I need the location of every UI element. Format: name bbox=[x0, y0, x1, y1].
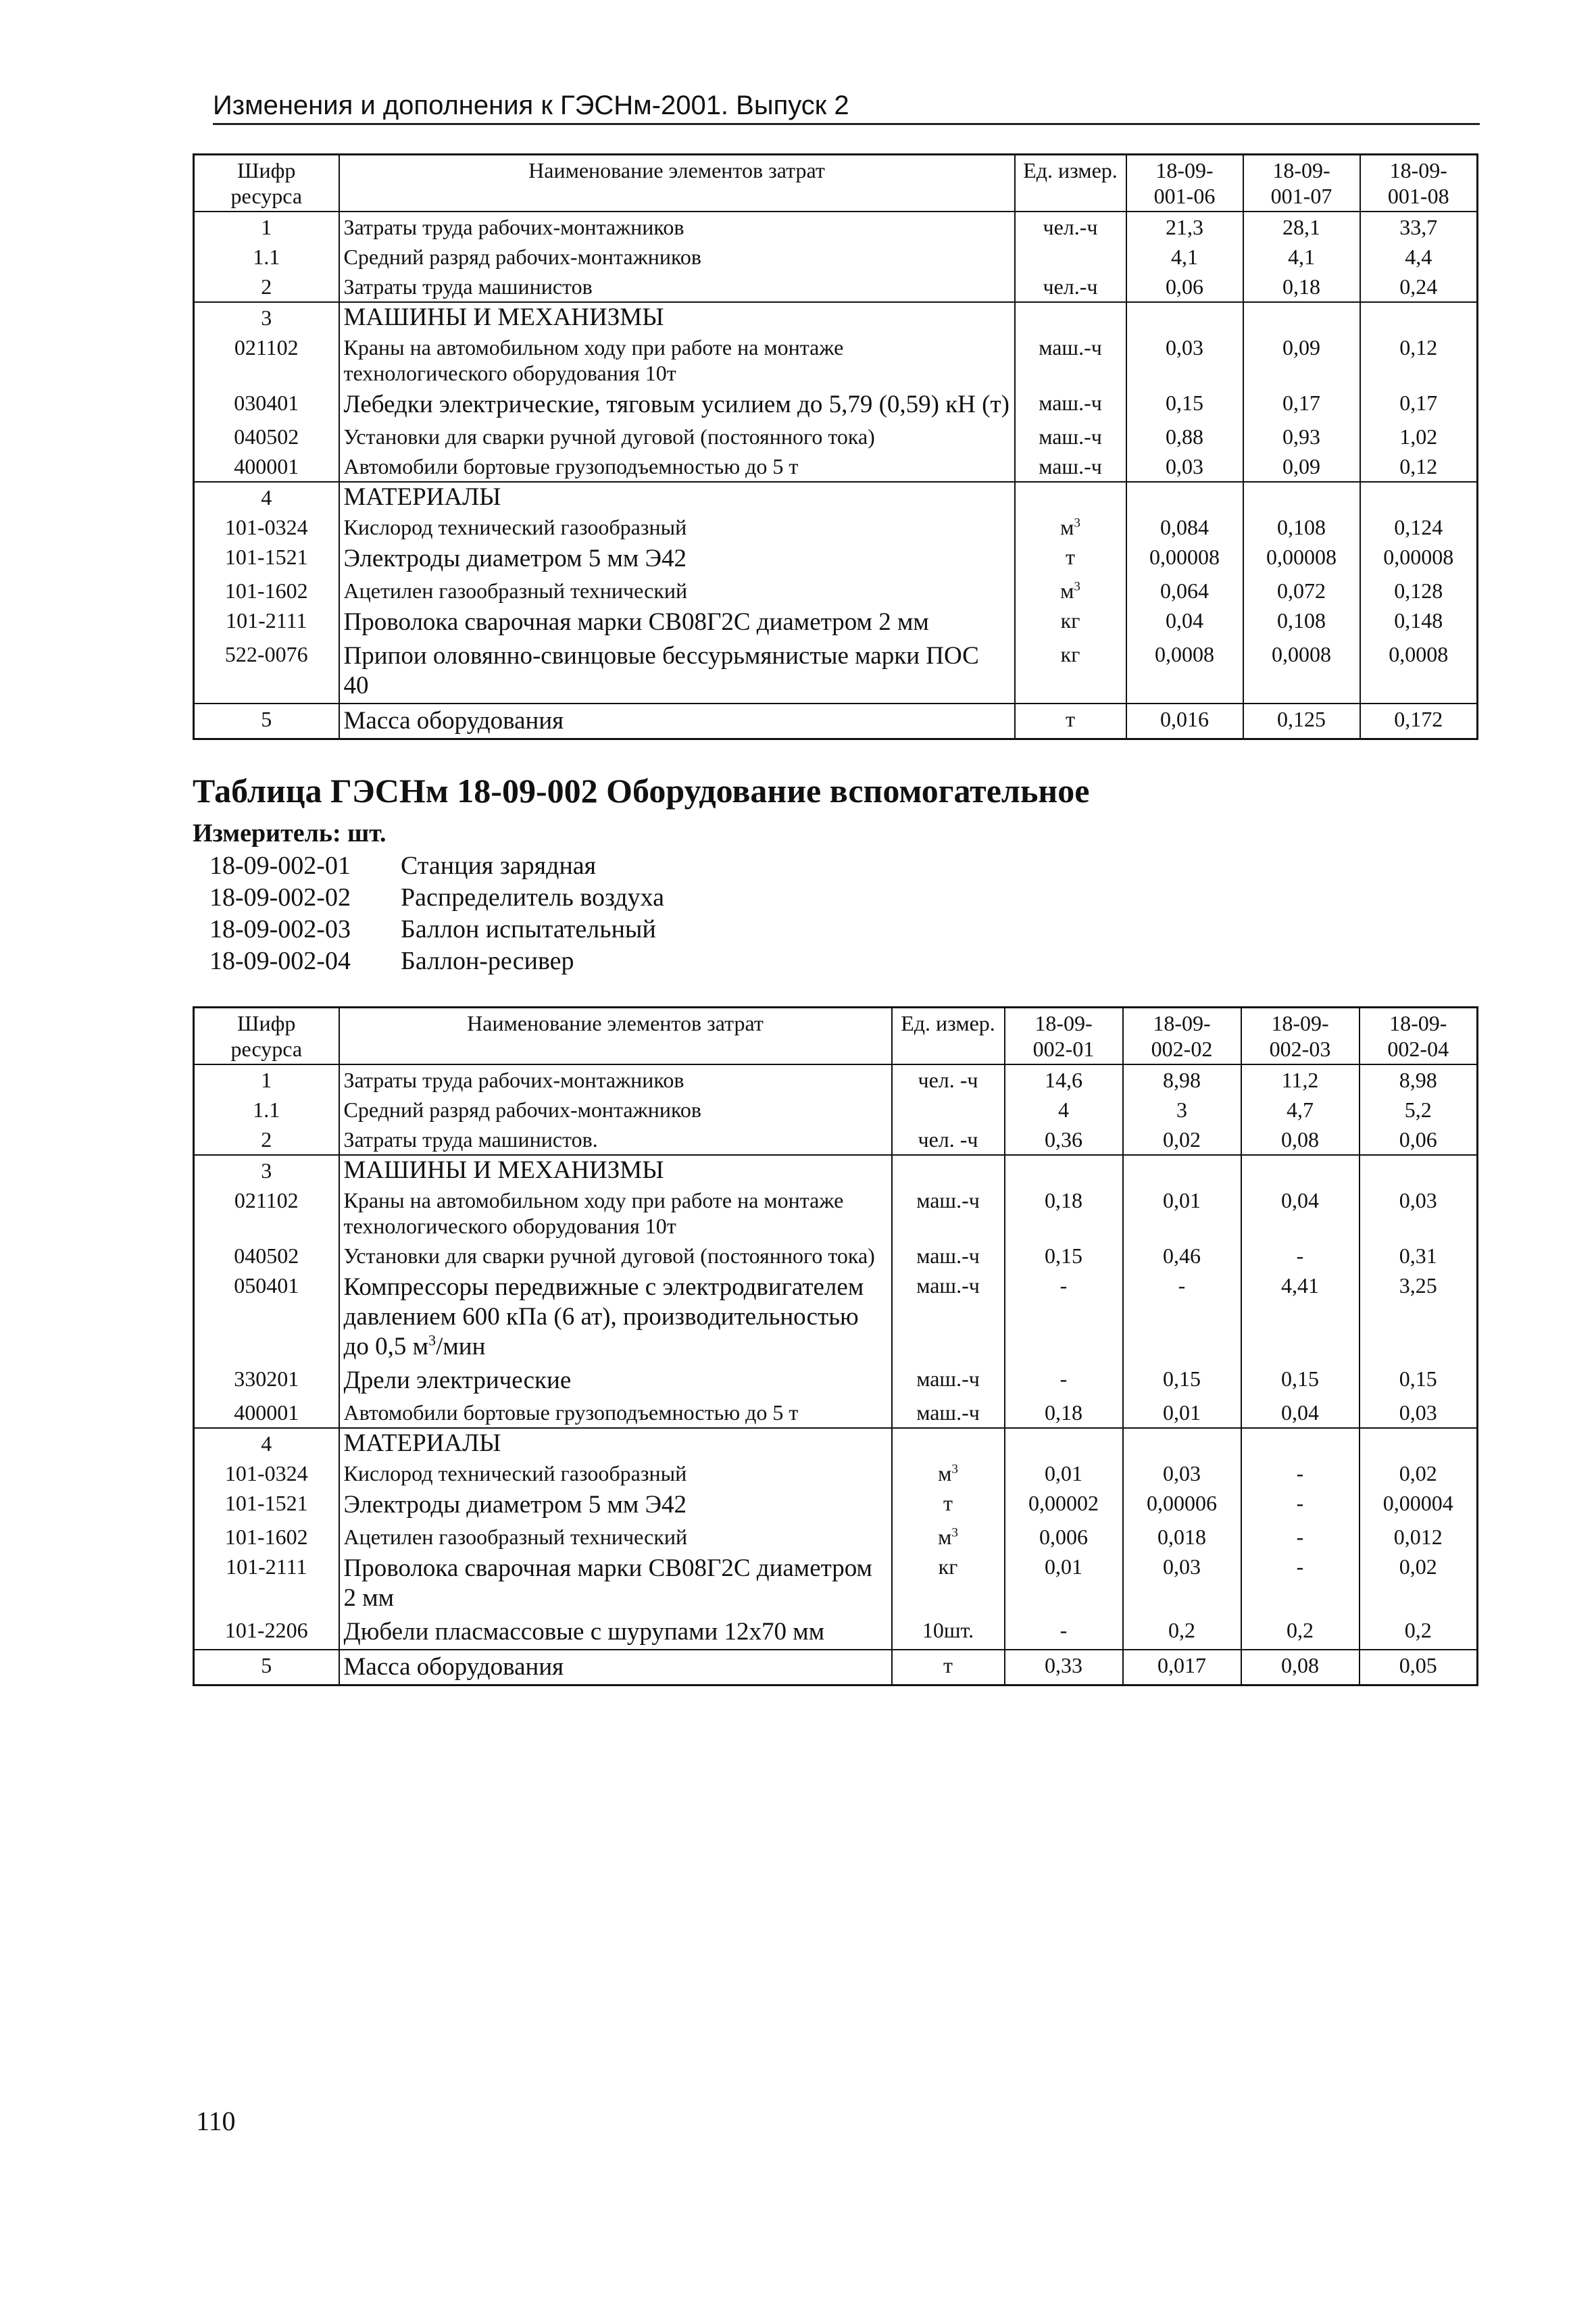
col-header-variant: 18-09- 001-06 bbox=[1126, 155, 1243, 212]
value-cell: 0,0008 bbox=[1243, 639, 1360, 704]
value-cell: 0,15 bbox=[1241, 1364, 1360, 1398]
unit-cell: кг bbox=[1015, 639, 1126, 704]
table-row bbox=[194, 1552, 1478, 1615]
unit-cell: маш.-ч bbox=[1015, 422, 1126, 451]
table-row bbox=[194, 1522, 1478, 1552]
unit-cell: маш.-ч bbox=[1015, 388, 1126, 422]
value-cell: 0,00008 bbox=[1243, 542, 1360, 576]
variant-code: 18-09-002-02 bbox=[209, 883, 351, 912]
resource-code: 1 bbox=[194, 212, 339, 242]
table-row bbox=[194, 1650, 1478, 1685]
value-cell: 0,108 bbox=[1243, 512, 1360, 542]
cost-element-name: Затраты труда машинистов bbox=[339, 272, 1015, 302]
variant-item bbox=[209, 945, 664, 977]
cost-element-name: Электроды диаметром 5 мм Э42 bbox=[339, 542, 1015, 576]
cost-element-name: Компрессоры передвижные с электродвигателем давлением 600 кПа (6 ат), производительностью до 0,5 $м^3$/мин bbox=[339, 1271, 892, 1364]
value-cell: - bbox=[1005, 1615, 1123, 1650]
variants-list bbox=[209, 850, 664, 977]
col-header-variant: 18-09- 002-02 bbox=[1123, 1008, 1241, 1065]
unit-cell bbox=[1015, 242, 1126, 272]
unit-cell: маш.-ч bbox=[892, 1241, 1005, 1271]
value-cell: 11,2 bbox=[1241, 1064, 1360, 1095]
value-cell: 0,017 bbox=[1123, 1650, 1241, 1685]
resource-code: 050401 bbox=[194, 1271, 339, 1364]
col-header-name: Наименование элементов затрат bbox=[339, 1008, 892, 1065]
value-cell: 14,6 bbox=[1005, 1064, 1123, 1095]
value-cell: 0,01 bbox=[1123, 1398, 1241, 1428]
value-cell: 0,01 bbox=[1123, 1185, 1241, 1241]
value-cell: 0,02 bbox=[1360, 1552, 1478, 1615]
cost-element-name: Установки для сварки ручной дуговой (постоянного тока) bbox=[339, 422, 1015, 451]
table-row bbox=[194, 1271, 1478, 1364]
value-cell: 0,18 bbox=[1243, 272, 1360, 302]
resource-code: 1.1 bbox=[194, 1095, 339, 1125]
table-row bbox=[194, 1615, 1478, 1650]
cost-element-name: МАШИНЫ И МЕХАНИЗМЫ bbox=[339, 302, 1015, 333]
table-row bbox=[194, 1125, 1478, 1155]
value-cell: 0,00002 bbox=[1005, 1488, 1123, 1522]
value-cell: 0,00006 bbox=[1123, 1488, 1241, 1522]
value-cell: 0,04 bbox=[1126, 606, 1243, 639]
cost-element-name: Дюбели пласмассовые с шурупами 12х70 мм bbox=[339, 1615, 892, 1650]
value-cell: 0,148 bbox=[1360, 606, 1478, 639]
page-number: 110 bbox=[196, 2106, 236, 2136]
unit-cell: $м^3$ bbox=[1015, 512, 1126, 542]
table-row bbox=[194, 1064, 1478, 1095]
resource-code: 021102 bbox=[194, 1185, 339, 1241]
value-cell bbox=[1126, 302, 1243, 333]
resource-table-18-09-001 bbox=[193, 153, 1478, 740]
table-row bbox=[194, 333, 1478, 388]
value-cell: 0,018 bbox=[1123, 1522, 1241, 1552]
unit-cell bbox=[1015, 302, 1126, 333]
value-cell: 1,02 bbox=[1360, 422, 1478, 451]
cost-element-name: Средний разряд рабочих-монтажников bbox=[339, 242, 1015, 272]
unit-cell: $м^3$ bbox=[892, 1522, 1005, 1552]
value-cell: - bbox=[1241, 1458, 1360, 1488]
resource-code: 5 bbox=[194, 704, 339, 739]
resource-code: 101-2206 bbox=[194, 1615, 339, 1650]
value-cell: 0,2 bbox=[1123, 1615, 1241, 1650]
value-cell bbox=[1243, 302, 1360, 333]
value-cell bbox=[1360, 1155, 1478, 1185]
cost-element-name: Дрели электрические bbox=[339, 1364, 892, 1398]
value-cell bbox=[1005, 1155, 1123, 1185]
unit-cell: $м^3$ bbox=[892, 1458, 1005, 1488]
unit-cell: маш.-ч bbox=[1015, 451, 1126, 482]
value-cell: 4,1 bbox=[1126, 242, 1243, 272]
running-header: Изменения и дополнения к ГЭСНм-2001. Выпуск 2 bbox=[213, 89, 1480, 125]
resource-code: 021102 bbox=[194, 333, 339, 388]
meter-label: Измеритель: bbox=[193, 819, 341, 847]
value-cell: 0,17 bbox=[1243, 388, 1360, 422]
value-cell bbox=[1126, 482, 1243, 512]
table-row bbox=[194, 639, 1478, 704]
resource-code: 3 bbox=[194, 1155, 339, 1185]
value-cell: 0,15 bbox=[1126, 388, 1243, 422]
col-header-code: Шифр ресурса bbox=[194, 1008, 339, 1065]
variant-name: Баллон испытательный bbox=[401, 915, 656, 943]
resource-code: 522-0076 bbox=[194, 639, 339, 704]
value-cell: - bbox=[1005, 1271, 1123, 1364]
value-cell: 0,09 bbox=[1243, 333, 1360, 388]
value-cell: 0,03 bbox=[1123, 1458, 1241, 1488]
unit-cell: $м^3$ bbox=[1015, 576, 1126, 606]
value-cell: 0,04 bbox=[1241, 1185, 1360, 1241]
value-cell: 0,08 bbox=[1241, 1650, 1360, 1685]
resource-table-18-09-002 bbox=[193, 1006, 1478, 1686]
cost-element-name: Затраты труда рабочих-монтажников bbox=[339, 1064, 892, 1095]
value-cell: 0,05 bbox=[1360, 1650, 1478, 1685]
value-cell: 0,172 bbox=[1360, 704, 1478, 739]
value-cell: - bbox=[1241, 1522, 1360, 1552]
unit-cell: маш.-ч bbox=[892, 1271, 1005, 1364]
table-row bbox=[194, 422, 1478, 451]
resource-code: 101-1521 bbox=[194, 1488, 339, 1522]
cost-element-name: МАТЕРИАЛЫ bbox=[339, 482, 1015, 512]
cost-element-name: Кислород технический газообразный bbox=[339, 512, 1015, 542]
value-cell: 0,15 bbox=[1360, 1364, 1478, 1398]
section-title: Таблица ГЭСНм 18-09-002 Оборудование вспомогательное bbox=[193, 772, 1090, 810]
table-row bbox=[194, 1185, 1478, 1241]
value-cell: 0,084 bbox=[1126, 512, 1243, 542]
value-cell: 0,04 bbox=[1241, 1398, 1360, 1428]
resource-code: 330201 bbox=[194, 1364, 339, 1398]
value-cell: 0,02 bbox=[1360, 1458, 1478, 1488]
value-cell: 0,03 bbox=[1123, 1552, 1241, 1615]
table-row bbox=[194, 1428, 1478, 1458]
resource-code: 040502 bbox=[194, 1241, 339, 1271]
variant-code: 18-09-002-03 bbox=[209, 915, 351, 943]
col-header-variant: 18-09- 002-04 bbox=[1360, 1008, 1478, 1065]
value-cell: 4,41 bbox=[1241, 1271, 1360, 1364]
resource-code: 400001 bbox=[194, 451, 339, 482]
value-cell: 0,15 bbox=[1005, 1241, 1123, 1271]
col-header-code: Шифр ресурса bbox=[194, 155, 339, 212]
table-row bbox=[194, 542, 1478, 576]
value-cell: 4,1 bbox=[1243, 242, 1360, 272]
table-row bbox=[194, 302, 1478, 333]
unit-cell: чел.-ч bbox=[1015, 212, 1126, 242]
value-cell: - bbox=[1241, 1488, 1360, 1522]
col-header-name: Наименование элементов затрат bbox=[339, 155, 1015, 212]
resource-code: 4 bbox=[194, 1428, 339, 1458]
table-row bbox=[194, 451, 1478, 482]
cost-element-name: Затраты труда рабочих-монтажников bbox=[339, 212, 1015, 242]
resource-code: 2 bbox=[194, 1125, 339, 1155]
unit-cell: чел. -ч bbox=[892, 1064, 1005, 1095]
resource-code: 1.1 bbox=[194, 242, 339, 272]
unit-cell: т bbox=[892, 1488, 1005, 1522]
value-cell bbox=[1241, 1428, 1360, 1458]
cost-element-name: Лебедки электрические, тяговым усилием до 5,79 (0,59) кН (т) bbox=[339, 388, 1015, 422]
resource-code: 101-1602 bbox=[194, 1522, 339, 1552]
table-row bbox=[194, 272, 1478, 302]
value-cell: 0,012 bbox=[1360, 1522, 1478, 1552]
resource-code: 101-2111 bbox=[194, 1552, 339, 1615]
resource-code: 2 bbox=[194, 272, 339, 302]
table-row bbox=[194, 606, 1478, 639]
unit-cell bbox=[1015, 482, 1126, 512]
value-cell: 0,00004 bbox=[1360, 1488, 1478, 1522]
value-cell: 4,7 bbox=[1241, 1095, 1360, 1125]
unit-cell bbox=[892, 1155, 1005, 1185]
resource-code: 101-0324 bbox=[194, 512, 339, 542]
unit-cell: т bbox=[1015, 704, 1126, 739]
value-cell bbox=[1241, 1155, 1360, 1185]
variant-name: Баллон-ресивер bbox=[401, 947, 574, 975]
table-header-row bbox=[194, 155, 1478, 212]
value-cell: 0,12 bbox=[1360, 451, 1478, 482]
value-cell: 0,00008 bbox=[1360, 542, 1478, 576]
value-cell: 0,006 bbox=[1005, 1522, 1123, 1552]
value-cell: 0,18 bbox=[1005, 1398, 1123, 1428]
value-cell: 0,08 bbox=[1241, 1125, 1360, 1155]
value-cell: 21,3 bbox=[1126, 212, 1243, 242]
value-cell: 0,0008 bbox=[1360, 639, 1478, 704]
value-cell: 0,2 bbox=[1360, 1615, 1478, 1650]
value-cell: 0,88 bbox=[1126, 422, 1243, 451]
value-cell bbox=[1360, 482, 1478, 512]
resource-code: 3 bbox=[194, 302, 339, 333]
value-cell: 0,06 bbox=[1360, 1125, 1478, 1155]
unit-cell: маш.-ч bbox=[892, 1364, 1005, 1398]
unit-cell: чел. -ч bbox=[892, 1125, 1005, 1155]
unit-cell bbox=[892, 1095, 1005, 1125]
value-cell: 8,98 bbox=[1360, 1064, 1478, 1095]
value-cell: 0,03 bbox=[1360, 1398, 1478, 1428]
table-row bbox=[194, 512, 1478, 542]
unit-cell bbox=[892, 1428, 1005, 1458]
value-cell: 0,06 bbox=[1126, 272, 1243, 302]
table-row bbox=[194, 704, 1478, 739]
cost-element-name: Масса оборудования bbox=[339, 704, 1015, 739]
value-cell: 0,33 bbox=[1005, 1650, 1123, 1685]
value-cell: 0,128 bbox=[1360, 576, 1478, 606]
value-cell: 0,36 bbox=[1005, 1125, 1123, 1155]
cost-element-name: МАШИНЫ И МЕХАНИЗМЫ bbox=[339, 1155, 892, 1185]
cost-element-name: Краны на автомобильном ходу при работе на монтаже технологического оборудования 10т bbox=[339, 333, 1015, 388]
value-cell bbox=[1243, 482, 1360, 512]
table-row bbox=[194, 212, 1478, 242]
cost-element-name: Автомобили бортовые грузоподъемностью до 5 т bbox=[339, 451, 1015, 482]
value-cell: 0,108 bbox=[1243, 606, 1360, 639]
value-cell bbox=[1360, 1428, 1478, 1458]
value-cell: - bbox=[1005, 1364, 1123, 1398]
value-cell: 0,03 bbox=[1126, 451, 1243, 482]
value-cell bbox=[1123, 1428, 1241, 1458]
table-row bbox=[194, 482, 1478, 512]
variant-item bbox=[209, 914, 664, 945]
resource-code: 040502 bbox=[194, 422, 339, 451]
cost-element-name: Электроды диаметром 5 мм Э42 bbox=[339, 1488, 892, 1522]
cost-element-name: Ацетилен газообразный технический bbox=[339, 1522, 892, 1552]
value-cell: 0,31 bbox=[1360, 1241, 1478, 1271]
value-cell: 5,2 bbox=[1360, 1095, 1478, 1125]
value-cell: 0,064 bbox=[1126, 576, 1243, 606]
value-cell: 0,016 bbox=[1126, 704, 1243, 739]
value-cell: 0,124 bbox=[1360, 512, 1478, 542]
col-header-unit: Ед. измер. bbox=[1015, 155, 1126, 212]
cost-element-name: Кислород технический газообразный bbox=[339, 1458, 892, 1488]
table-row bbox=[194, 1488, 1478, 1522]
table-row bbox=[194, 1155, 1478, 1185]
unit-cell: маш.-ч bbox=[1015, 333, 1126, 388]
value-cell bbox=[1123, 1155, 1241, 1185]
value-cell: 0,17 bbox=[1360, 388, 1478, 422]
value-cell: 0,03 bbox=[1360, 1185, 1478, 1241]
resource-code: 4 bbox=[194, 482, 339, 512]
value-cell: 33,7 bbox=[1360, 212, 1478, 242]
unit-cell: т bbox=[892, 1650, 1005, 1685]
cost-element-name: Затраты труда машинистов. bbox=[339, 1125, 892, 1155]
cost-element-name: Установки для сварки ручной дуговой (постоянного тока) bbox=[339, 1241, 892, 1271]
value-cell: - bbox=[1241, 1241, 1360, 1271]
variant-item bbox=[209, 850, 664, 882]
col-header-variant: 18-09- 002-03 bbox=[1241, 1008, 1360, 1065]
col-header-variant: 18-09- 002-01 bbox=[1005, 1008, 1123, 1065]
cost-element-name: Проволока сварочная марки СВ08Г2С диаметром 2 мм bbox=[339, 1552, 892, 1615]
cost-element-name: Проволока сварочная марки СВ08Г2С диаметром 2 мм bbox=[339, 606, 1015, 639]
variant-code: 18-09-002-04 bbox=[209, 947, 351, 975]
unit-cell: кг bbox=[892, 1552, 1005, 1615]
value-cell: 0,01 bbox=[1005, 1552, 1123, 1615]
table-row bbox=[194, 1364, 1478, 1398]
resource-code: 400001 bbox=[194, 1398, 339, 1428]
unit-cell: маш.-ч bbox=[892, 1398, 1005, 1428]
meter-value: шт. bbox=[347, 819, 386, 847]
value-cell: 4,4 bbox=[1360, 242, 1478, 272]
unit-cell: кг bbox=[1015, 606, 1126, 639]
cost-element-name: Ацетилен газообразный технический bbox=[339, 576, 1015, 606]
resource-code: 101-2111 bbox=[194, 606, 339, 639]
unit-cell: маш.-ч bbox=[892, 1185, 1005, 1241]
value-cell: 0,02 bbox=[1123, 1125, 1241, 1155]
value-cell: 0,2 bbox=[1241, 1615, 1360, 1650]
unit-cell: т bbox=[1015, 542, 1126, 576]
cost-element-name: Припои оловянно-свинцовые бессурьмянистые марки ПОС 40 bbox=[339, 639, 1015, 704]
table-row bbox=[194, 1095, 1478, 1125]
cost-element-name: Средний разряд рабочих-монтажников bbox=[339, 1095, 892, 1125]
value-cell: 0,01 bbox=[1005, 1458, 1123, 1488]
unit-cell: 10шт. bbox=[892, 1615, 1005, 1650]
value-cell: - bbox=[1241, 1552, 1360, 1615]
col-header-variant: 18-09- 001-08 bbox=[1360, 155, 1478, 212]
variant-item bbox=[209, 882, 664, 914]
value-cell: 0,09 bbox=[1243, 451, 1360, 482]
value-cell bbox=[1005, 1428, 1123, 1458]
value-cell: 0,46 bbox=[1123, 1241, 1241, 1271]
resource-code: 030401 bbox=[194, 388, 339, 422]
value-cell: 0,00008 bbox=[1126, 542, 1243, 576]
table-row bbox=[194, 1398, 1478, 1428]
value-cell: 3 bbox=[1123, 1095, 1241, 1125]
cost-element-name: Автомобили бортовые грузоподъемностью до 5 т bbox=[339, 1398, 892, 1428]
col-header-variant: 18-09- 001-07 bbox=[1243, 155, 1360, 212]
meter-line bbox=[193, 818, 386, 849]
resource-code: 5 bbox=[194, 1650, 339, 1685]
value-cell: 0,12 bbox=[1360, 333, 1478, 388]
cost-element-name: МАТЕРИАЛЫ bbox=[339, 1428, 892, 1458]
value-cell: - bbox=[1123, 1271, 1241, 1364]
value-cell: 0,072 bbox=[1243, 576, 1360, 606]
value-cell: 0,0008 bbox=[1126, 639, 1243, 704]
table-row bbox=[194, 576, 1478, 606]
table-row bbox=[194, 388, 1478, 422]
resource-code: 1 bbox=[194, 1064, 339, 1095]
resource-code: 101-0324 bbox=[194, 1458, 339, 1488]
table-row bbox=[194, 1458, 1478, 1488]
value-cell: 0,18 bbox=[1005, 1185, 1123, 1241]
value-cell: 8,98 bbox=[1123, 1064, 1241, 1095]
value-cell: 0,125 bbox=[1243, 704, 1360, 739]
variant-name: Распределитель воздуха bbox=[401, 883, 665, 912]
cost-element-name: Краны на автомобильном ходу при работе на монтаже технологического оборудования 10т bbox=[339, 1185, 892, 1241]
value-cell: 0,03 bbox=[1126, 333, 1243, 388]
value-cell bbox=[1360, 302, 1478, 333]
table-row bbox=[194, 1241, 1478, 1271]
variant-name: Станция зарядная bbox=[401, 852, 597, 880]
value-cell: 3,25 bbox=[1360, 1271, 1478, 1364]
value-cell: 0,93 bbox=[1243, 422, 1360, 451]
value-cell: 0,24 bbox=[1360, 272, 1478, 302]
resource-code: 101-1521 bbox=[194, 542, 339, 576]
table-row bbox=[194, 242, 1478, 272]
value-cell: 28,1 bbox=[1243, 212, 1360, 242]
col-header-unit: Ед. измер. bbox=[892, 1008, 1005, 1065]
unit-cell: чел.-ч bbox=[1015, 272, 1126, 302]
value-cell: 4 bbox=[1005, 1095, 1123, 1125]
cost-element-name: Масса оборудования bbox=[339, 1650, 892, 1685]
variant-code: 18-09-002-01 bbox=[209, 852, 351, 880]
value-cell: 0,15 bbox=[1123, 1364, 1241, 1398]
resource-code: 101-1602 bbox=[194, 576, 339, 606]
table-header-row bbox=[194, 1008, 1478, 1065]
